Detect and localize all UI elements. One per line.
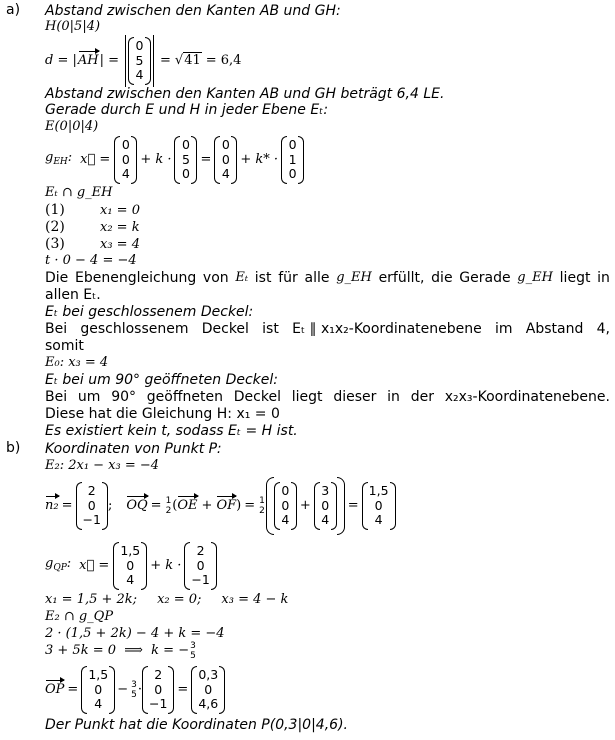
- qp-support-vector: 1,5 0 4: [113, 542, 147, 590]
- direction-vector-2: 0 1 0: [281, 136, 304, 184]
- op-computation: OP = 1,5 0 4 − 3 5 · 2 0 −1 = 0,3 0 4,6: [45, 664, 225, 716]
- open-line-1: Bei um 90° geöffneten Deckel liegt dieser in der x₂x₃-Koordinatenebene.: [45, 389, 610, 405]
- equation-3: (3) x₃ = 4: [45, 236, 140, 252]
- op-v2: 2 0 −1: [142, 666, 174, 714]
- k-fraction: 3 5: [190, 641, 196, 661]
- line-gqp-equation: $g_{QP}$: x⃗ = 1,5 0 4 + k · 2 0 −1: [45, 540, 217, 592]
- d-label: d = |: [45, 53, 77, 68]
- intersection-title: Eₜ ∩ g_EH: [45, 185, 113, 200]
- equation-1: (1) x₁ = 0: [45, 202, 140, 218]
- of-vector: OF: [216, 498, 237, 513]
- closed-line-1: Bei geschlossenem Deckel ist Eₜ ∥ x₁x₂-Koordinatenebene im Abstand 4,: [45, 321, 610, 337]
- line-name: $g_{EH}$:: [45, 150, 73, 167]
- eq-sign: | =: [99, 53, 119, 68]
- closed-heading: Eₜ bei geschlossenem Deckel:: [45, 304, 254, 320]
- conclusion-line-1: Die Ebenengleichung von Eₜ ist für alle g_EH erfüllt, die Gerade g_EH liegt in: [45, 270, 610, 286]
- sqrt-arg: 41: [184, 53, 201, 68]
- open-conclusion: Es existiert kein t, sodass Eₜ = H ist.: [45, 423, 298, 439]
- intersection-e2-gqp: E₂ ∩ g_QP: [45, 609, 114, 624]
- substitution: t · 0 − 4 = −4: [45, 253, 137, 268]
- plane-e2: E₂: 2x₁ − x₃ = −4: [45, 458, 160, 473]
- point-e: E(0|0|4): [45, 119, 99, 134]
- op-result: 0,3 0 4,6: [191, 666, 225, 714]
- part-b-heading: Koordinaten von Punkt P:: [45, 441, 222, 457]
- substitution-eq: 2 · (1,5 + 2k) − 4 + k = −4: [45, 626, 225, 641]
- big-paren-left: [266, 477, 274, 535]
- x-vector: x⃗ =: [80, 152, 111, 167]
- big-paren-right: [337, 477, 345, 535]
- distance-conclusion: Abstand zwischen den Kanten AB und GH beträgt 6,4 LE.: [45, 86, 445, 102]
- solve-k: 3 + 5k = 0 ⟹ k = − 3 5: [45, 641, 196, 661]
- oq-name: OQ: [126, 498, 148, 513]
- normal-vector: 2 0 −1: [76, 482, 108, 530]
- half-fraction-2: 1 2: [259, 496, 265, 516]
- oe-vector-values: 0 0 4: [274, 482, 297, 530]
- support-vector-2: 0 0 4: [214, 136, 237, 184]
- equation-2: (2) x₂ = k: [45, 219, 140, 235]
- of-vector-values: 3 0 4: [314, 482, 337, 530]
- vector-ah: AH: [77, 53, 99, 68]
- conclusion-line-2: allen Eₜ.: [45, 287, 101, 303]
- distance-formula: [45, 36, 241, 86]
- eq-sign: =: [160, 53, 171, 68]
- part-b-label: b): [6, 440, 21, 456]
- parametric-equations: x₁ = 1,5 + 2k; x₂ = 0; x₃ = 4 − k: [45, 592, 289, 607]
- op-vector-name: OP: [45, 682, 65, 697]
- plus-k-star: + k* ·: [240, 152, 279, 167]
- direction-vector: 0 5 0: [174, 136, 197, 184]
- vector-0-5-4: 0 5 4: [128, 37, 151, 85]
- op-v1: 1,5 0 4: [81, 666, 115, 714]
- qp-direction-vector: 2 0 −1: [184, 542, 216, 590]
- abs-bar-left: [125, 35, 126, 87]
- abs-bar-right: [153, 35, 154, 87]
- open-line-2: Diese hat die Gleichung H: x₁ = 0: [45, 406, 280, 422]
- closed-line-2: somit: [45, 338, 84, 354]
- sqrt-icon: √: [174, 53, 184, 68]
- plus-k: + k ·: [140, 152, 172, 167]
- final-answer: Der Punkt hat die Koordinaten P(0,3|0|4,6).: [45, 717, 348, 733]
- normal-and-oq: n₂ = 2 0 −1 ; OQ = 1 2 ( OE + OF ) = 1 2 0 0 4 + 3 0 4 = 1,5 0 4: [45, 476, 396, 536]
- oe-vector: OE: [177, 498, 198, 513]
- distance-heading: Abstand zwischen den Kanten AB und GH:: [45, 3, 341, 19]
- half-fraction: 1 2: [165, 496, 172, 516]
- support-vector: 0 0 4: [114, 136, 137, 184]
- line-name-qp: $g_{QP}$:: [45, 556, 72, 573]
- open-heading: Eₜ bei um 90° geöffneten Deckel:: [45, 372, 278, 388]
- closed-equation: E₀: x₃ = 4: [45, 355, 109, 370]
- eq-sign: =: [200, 152, 212, 167]
- part-a-label: a): [6, 2, 21, 18]
- line-geh-equation: [45, 135, 304, 185]
- line-heading: Gerade durch E und H in jeder Ebene Eₜ:: [45, 102, 329, 118]
- op-fraction: 3 5: [131, 680, 137, 700]
- distance-result: = 6,4: [205, 53, 242, 68]
- oq-result-vector: 1,5 0 4: [362, 482, 396, 530]
- point-h: H(0|5|4): [45, 19, 101, 34]
- normal-vector-name: n₂: [45, 498, 59, 513]
